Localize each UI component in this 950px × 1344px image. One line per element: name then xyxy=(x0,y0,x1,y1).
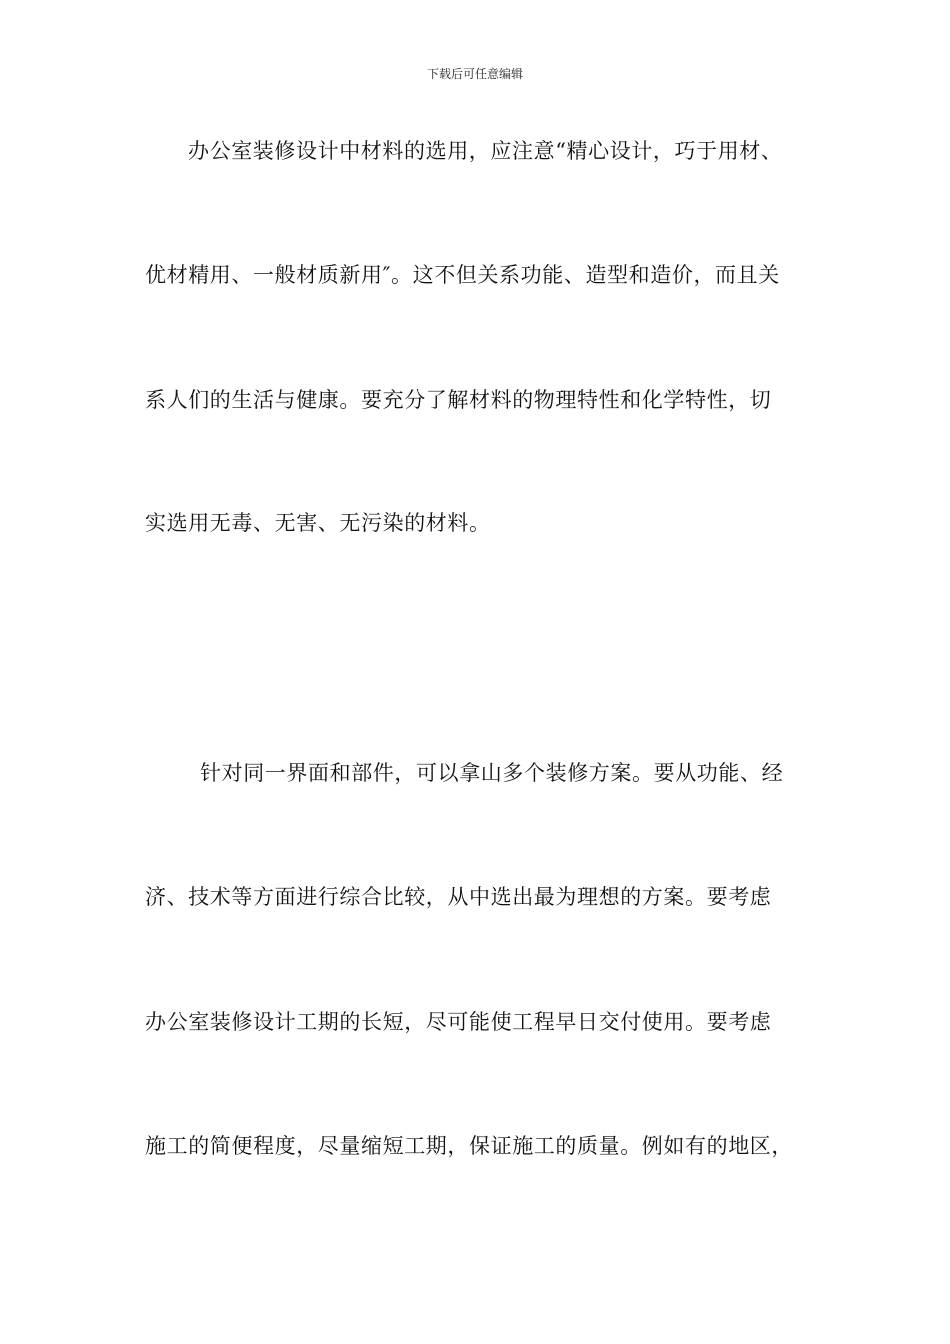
paragraph-line: 办公室装修设计工期的长短，尽可能使工程早日交付使用。要考虑 xyxy=(145,1010,772,1034)
paragraph-line: 办公室装修设计中材料的选用，应注意“精心设计，巧于用材、 xyxy=(188,139,783,163)
page-header: 下载后可任意编辑 xyxy=(426,67,523,81)
paragraph-line: 济、技术等方面进行综合比较，从中选出最为理想的方案。要考虑 xyxy=(145,885,772,909)
paragraph-line: 优材精用、一般材质新用″。这不但关系功能、造型和造价，而且关 xyxy=(145,263,780,287)
paragraph-line: 施工的简便程度，尽量缩短工期，保证施工的质量。例如有的地区， xyxy=(145,1134,793,1158)
paragraph-line: 针对同一界面和部件，可以拿山多个装修方案。要从功能、经 xyxy=(200,761,784,785)
paragraph-line: 系人们的生活与健康。要充分了解材料的物理特性和化学特性，切 xyxy=(145,388,772,412)
paragraph-line: 实选用无毒、无害、无污染的材料。 xyxy=(145,511,491,535)
